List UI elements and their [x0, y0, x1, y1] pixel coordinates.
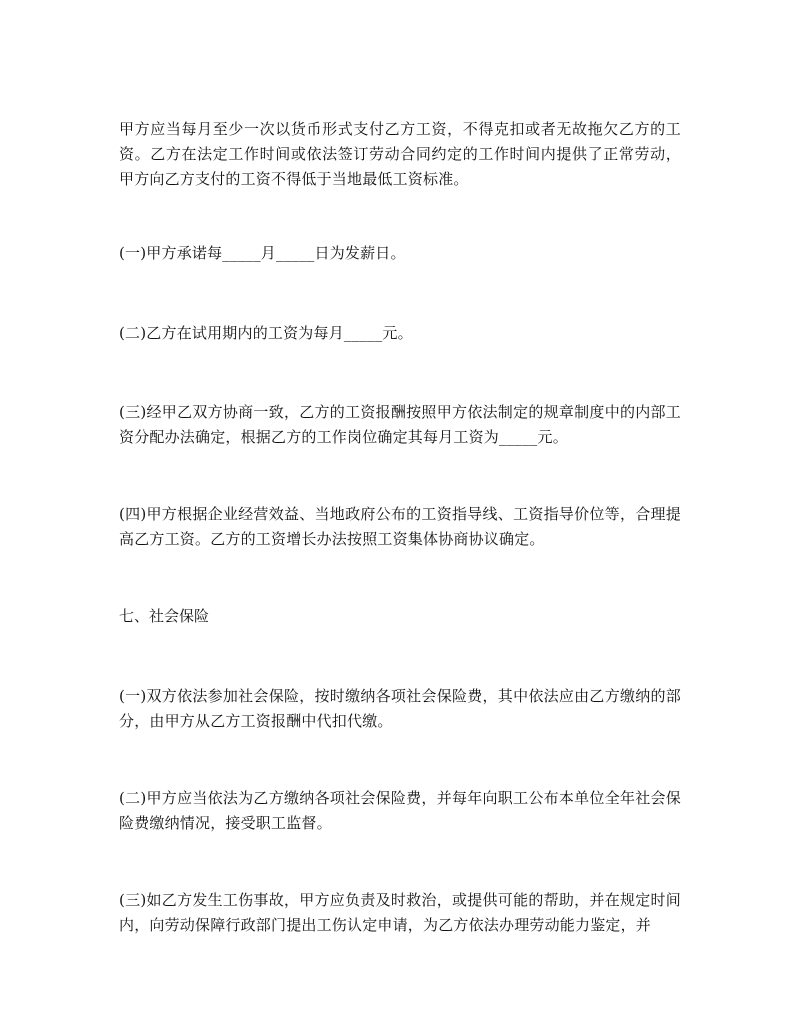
paragraph-probation-wage: (二)乙方在试用期内的工资为每月_____元。: [119, 324, 413, 342]
paragraph-payday: (一)甲方承诺每_____月_____日为发薪日。: [119, 244, 406, 262]
social-insurance-item-3: (三)如乙方发生工伤事故，甲方应负责及时救治，或提供可能的帮助，并在规定时间内，向劳动保障行政部门提出工伤认定申请，为乙方依法办理劳动能力鉴定，并: [119, 891, 681, 934]
social-insurance-item-2: (二)甲方应当依法为乙方缴纳各项社会保险费，并每年向职工公布本单位全年社会保险费缴纳情况，接受职工监督。: [119, 789, 681, 832]
paragraph-wage-increase: (四)甲方根据企业经营效益、当地政府公布的工资指导线、工资指导价位等，合理提高乙方工资。乙方的工资增长办法按照工资集体协商协议确定。: [119, 505, 681, 548]
paragraph-wage-payment: 甲方应当每月至少一次以货币形式支付乙方工资，不得克扣或者无故拖欠乙方的工资。乙方在法定工作时间或依法签订劳动合同约定的工作时间内提供了正常劳动，甲方向乙方支付的工资不得低于当地最低工资标准。: [119, 120, 681, 188]
paragraph-monthly-wage: (三)经甲乙双方协商一致，乙方的工资报酬按照甲方依法制定的规章制度中的内部工资分配办法确定，根据乙方的工作岗位确定其每月工资为_____元。: [119, 403, 681, 446]
section-heading-social-insurance: 七、社会保险: [119, 607, 210, 625]
social-insurance-item-1: (一)双方依法参加社会保险，按时缴纳各项社会保险费，其中依法应由乙方缴纳的部分，由甲方从乙方工资报酬中代扣代缴。: [119, 687, 681, 730]
